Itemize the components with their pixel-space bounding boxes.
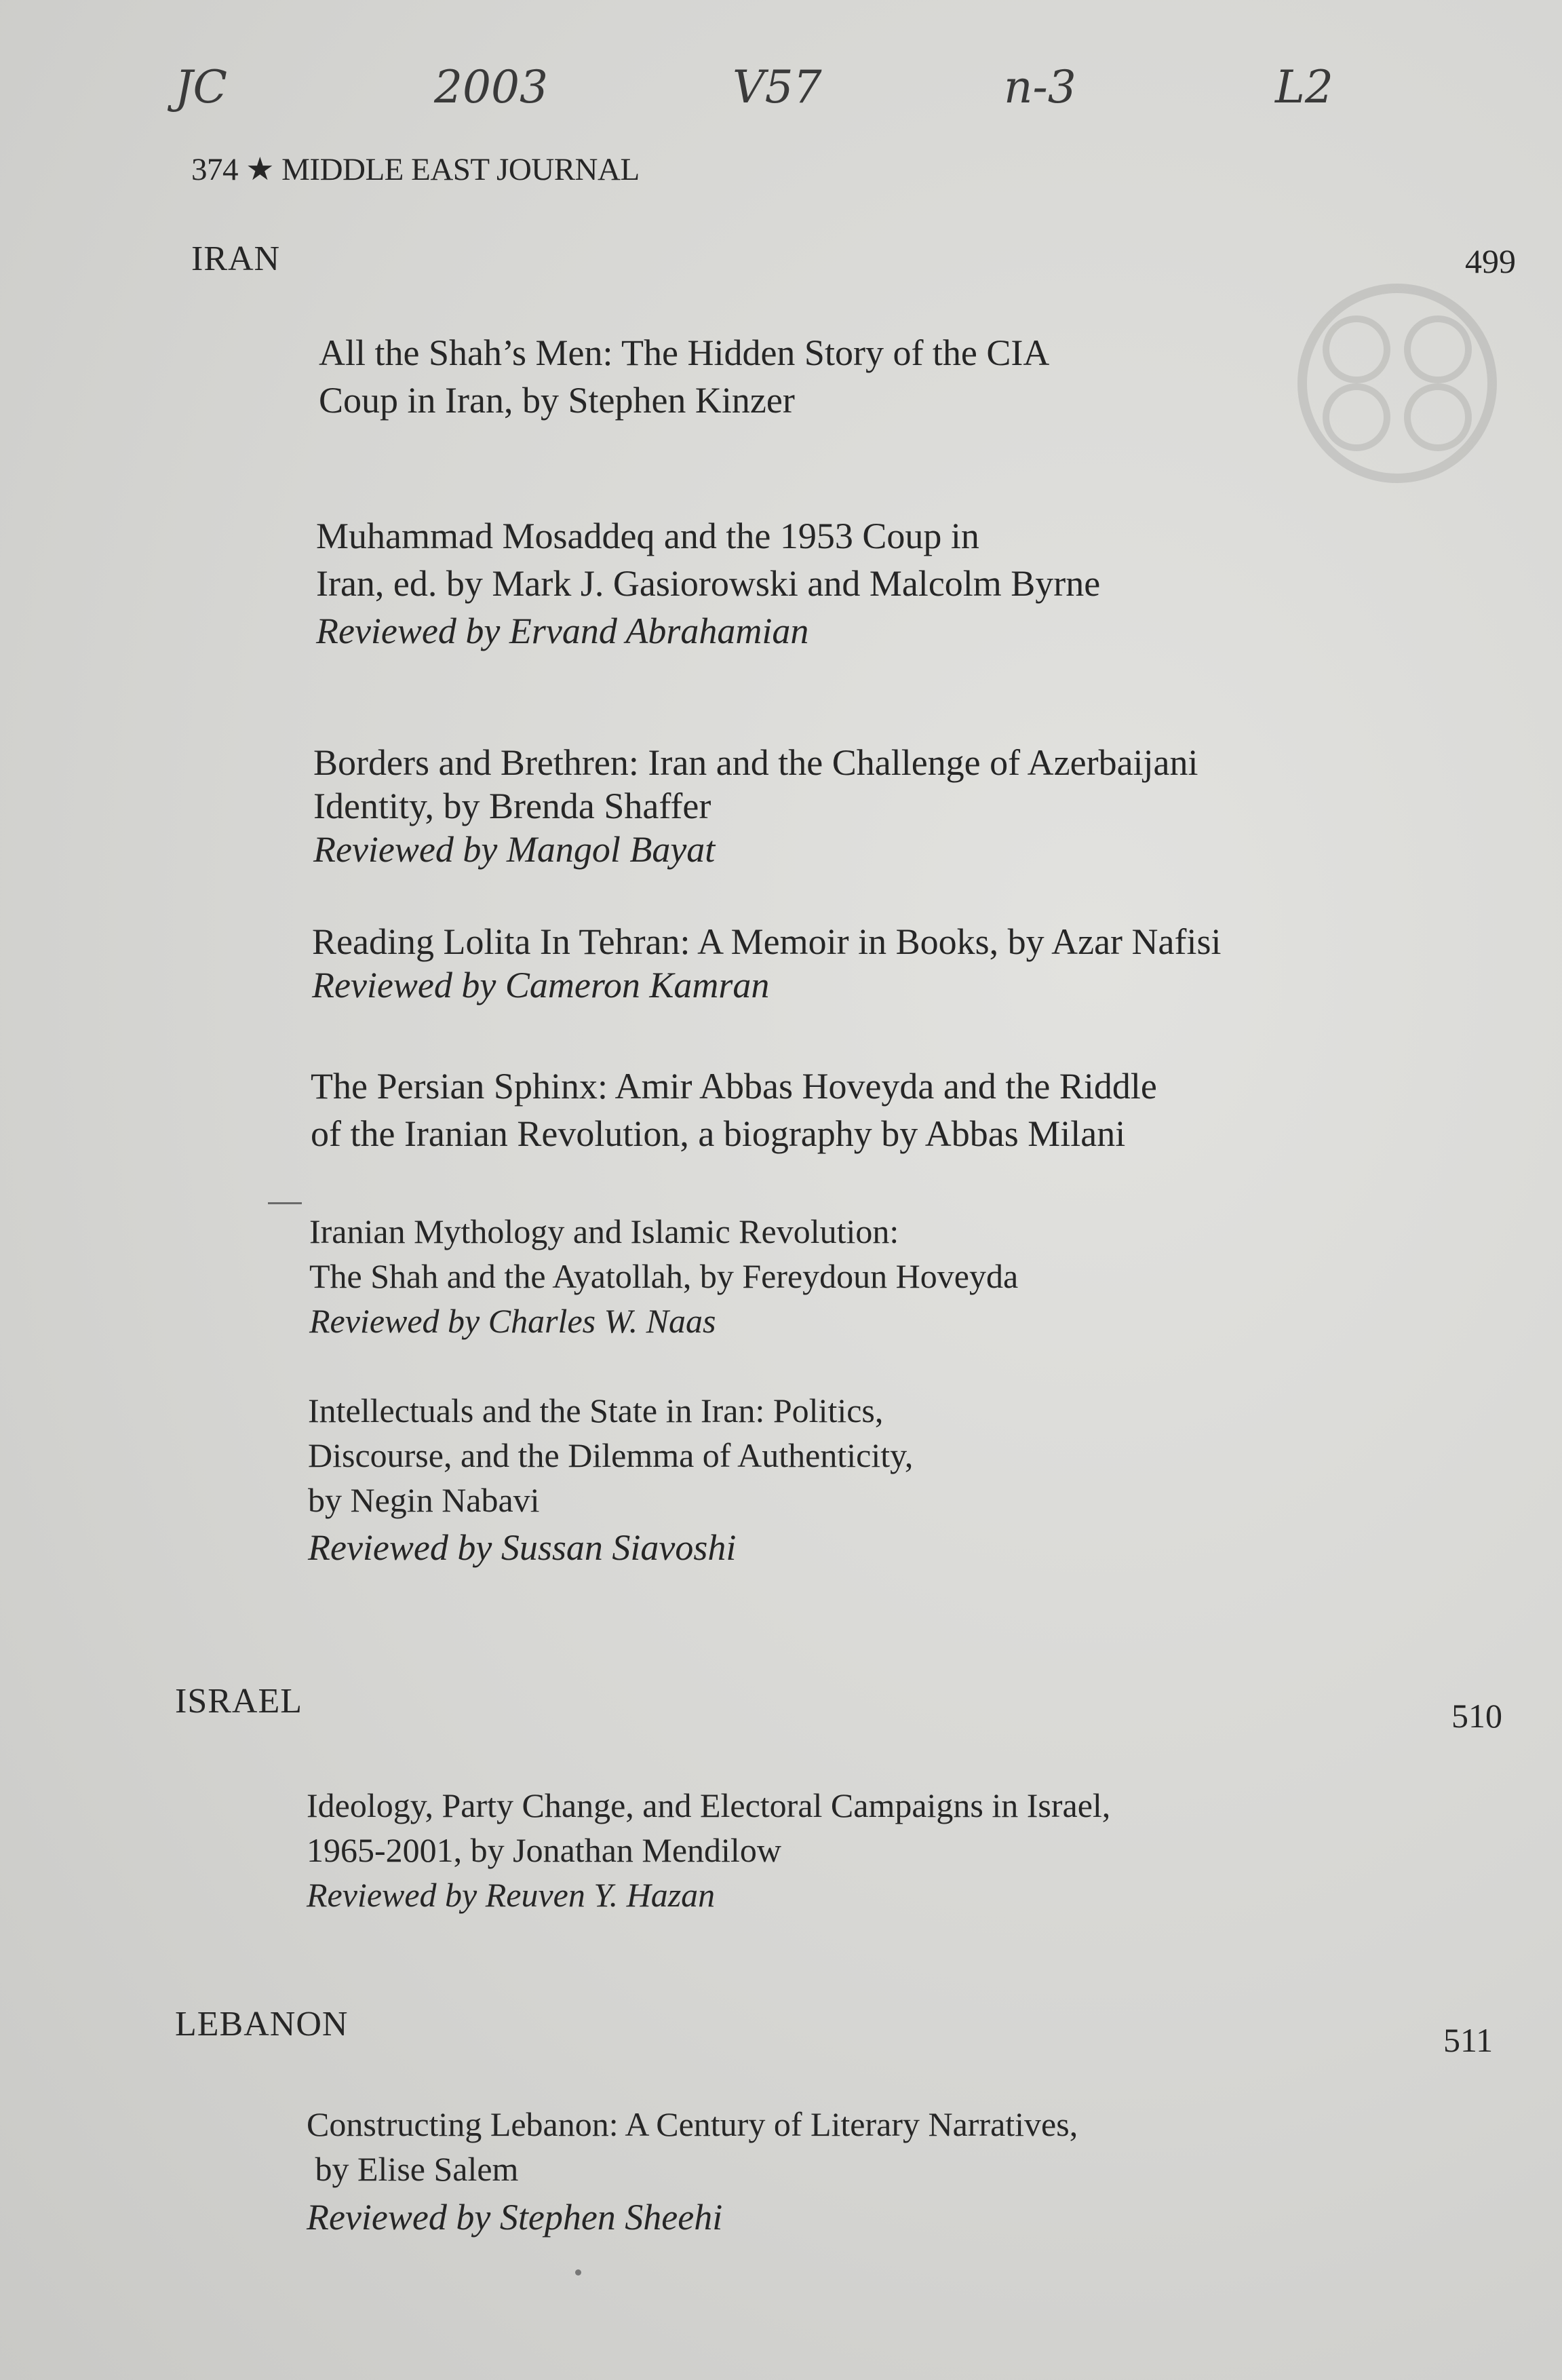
- section-heading-iran: IRAN: [191, 239, 281, 278]
- stray-dot: [575, 2269, 581, 2276]
- entry-title-line: Iranian Mythology and Islamic Revolution:: [309, 1212, 899, 1250]
- entry-title-line: Muhammad Mosaddeq and the 1953 Coup in: [316, 516, 979, 556]
- list-item: [313, 741, 1198, 871]
- entry-title-line: by Negin Nabavi: [308, 1481, 540, 1519]
- entry-reviewer: Reviewed by Mangol Bayat: [313, 829, 716, 870]
- entry-title-line: Reading Lolita In Tehran: A Memoir in Books, by Azar Nafisi: [312, 921, 1222, 962]
- entry-title-line: by Elise Salem: [307, 2150, 519, 2188]
- entry-title-line: Intellectuals and the State in Iran: Politics,: [308, 1391, 884, 1429]
- list-item: [309, 1209, 1018, 1343]
- handwritten-extra: L2: [1275, 61, 1333, 113]
- running-head: [191, 151, 640, 188]
- entry-title-line: Constructing Lebanon: A Century of Literary Narratives,: [307, 2105, 1078, 2143]
- entry-reviewer: Reviewed by Sussan Siavoshi: [308, 1527, 737, 1568]
- running-head-page: 374: [191, 152, 238, 187]
- entry-title-line: of the Iranian Revolution, a biography by Abbas Milani: [311, 1113, 1126, 1154]
- show-through-ornament-icon: [1275, 268, 1519, 499]
- star-icon: ★: [246, 152, 274, 187]
- page-number-israel: 510: [1451, 1697, 1502, 1735]
- stray-mark: [268, 1202, 302, 1204]
- list-item: [312, 920, 1222, 1007]
- entry-reviewer: Reviewed by Stephen Sheehi: [307, 2197, 723, 2238]
- page-number-iran: 499: [1465, 242, 1516, 280]
- entry-title-line: Borders and Brethren: Iran and the Challenge of Azerbaijani: [313, 742, 1198, 783]
- entry-reviewer: Reviewed by Charles W. Naas: [309, 1302, 716, 1340]
- entry-title-line: Identity, by Brenda Shaffer: [313, 786, 711, 826]
- entry-reviewer: Reviewed by Reuven Y. Hazan: [307, 1876, 716, 1914]
- handwritten-volume: V57: [733, 61, 822, 113]
- entry-title-line: 1965-2001, by Jonathan Mendilow: [307, 1831, 781, 1869]
- handwritten-year: 2003: [434, 61, 548, 113]
- list-item: [316, 512, 1100, 655]
- list-item: [307, 1783, 1110, 1917]
- entry-title-line: Coup in Iran, by Stephen Kinzer: [319, 380, 795, 421]
- entry-title-line: The Shah and the Ayatollah, by Fereydoun Hoveyda: [309, 1257, 1019, 1295]
- entry-title-line: Discourse, and the Dilemma of Authenticity,: [308, 1436, 914, 1474]
- page-number-lebanon: 511: [1443, 2021, 1493, 2059]
- entry-title-line: The Persian Sphinx: Amir Abbas Hoveyda and the Riddle: [311, 1066, 1157, 1107]
- entry-title-line: Ideology, Party Change, and Electoral Campaigns in Israel,: [307, 1786, 1111, 1824]
- list-item: [307, 2102, 1078, 2243]
- handwritten-issue: n-3: [1004, 61, 1076, 113]
- list-item: [319, 329, 1049, 424]
- handwritten-call-number: JC: [175, 61, 227, 113]
- section-heading-israel: ISRAEL: [175, 1682, 302, 1721]
- entry-reviewer: Reviewed by Cameron Kamran: [312, 965, 770, 1005]
- entry-title-line: Iran, ed. by Mark J. Gasiorowski and Malcolm Byrne: [316, 563, 1101, 604]
- entry-reviewer: Reviewed by Ervand Abrahamian: [316, 611, 809, 651]
- entry-title-line: All the Shah’s Men: The Hidden Story of the CIA: [319, 332, 1050, 373]
- section-heading-lebanon: LEBANON: [175, 2005, 349, 2043]
- list-item: [308, 1388, 913, 1573]
- running-head-journal: MIDDLE EAST JOURNAL: [281, 152, 640, 187]
- list-item: [311, 1062, 1157, 1157]
